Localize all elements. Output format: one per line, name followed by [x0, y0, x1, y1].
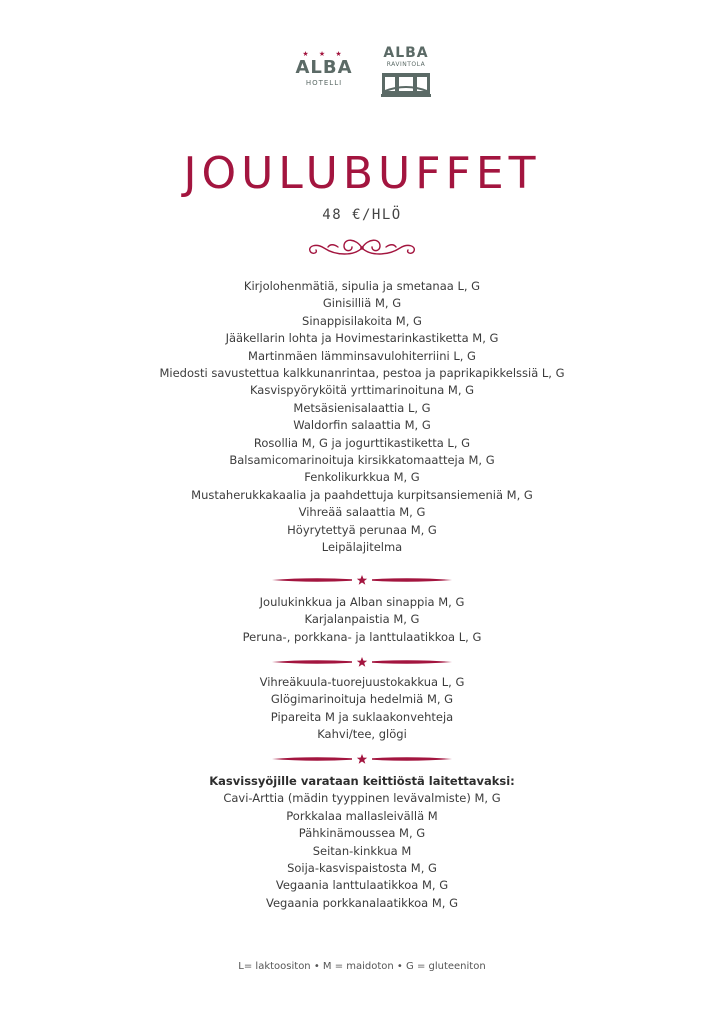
menu-item: Glögimarinoituja hedelmiä M, G [270, 692, 454, 707]
logo-bar [0, 46, 724, 102]
menu-item: Soija-kasvispaistosta M, G [287, 861, 437, 876]
star-divider-icon [270, 753, 454, 765]
page-title: JOULUBUFFET [183, 148, 541, 199]
menu-item: Miedosti savustettua kalkkunanrintaa, pestoa ja paprikapikkelssiä L, G [159, 366, 565, 381]
menu-item: Peruna-, porkkana- ja lanttulaatikkoa L, G [242, 629, 482, 644]
star-divider-icon [270, 574, 454, 586]
menu-item: Joulukinkkua ja Alban sinappia M, G [259, 595, 465, 609]
menu-item: Leipälajitelma [321, 540, 403, 555]
flourish-ornament-icon [300, 234, 424, 262]
menu-item: Waldorfin salaattia M, G [293, 418, 431, 433]
restaurant-building-icon [381, 71, 431, 97]
menu-item: Vihreää salaattia M, G [298, 505, 426, 520]
hotel-logo-subtitle: HOTELLI [305, 79, 343, 87]
menu-item: Kahvi/tee, glögi [317, 727, 407, 742]
restaurant-logo-subtitle: RAVINTOLA [386, 61, 426, 68]
menu-item: Metsäsienisalaattia L, G [293, 400, 431, 415]
menu-item: Cavi-Arttia (mädin tyyppinen levävalmiste) M, G [223, 791, 501, 806]
menu-item: Martinmäen lämminsavulohiterriini L, G [248, 348, 476, 363]
diet-legend: L= laktoositon • M = maidoton • G = gluteeniton [238, 961, 486, 972]
alba-hotelli-logo [292, 50, 356, 100]
menu-item: Ginisilliä M, G [322, 296, 402, 311]
vegan-section-heading: Kasvissyöjille varataan keittiöstä laitettavaksi: [209, 774, 515, 788]
price-per-person: 48 €/HLÖ [322, 207, 402, 223]
restaurant-logo-name: ALBA [383, 45, 429, 61]
starters-list [0, 278, 724, 557]
hotel-logo-name: ALBA [295, 57, 353, 78]
menu-item: Mustaherukkakaalia ja paahdettuja kurpitsansiemeniä M, G [191, 487, 533, 502]
menu-item: Balsamicomarinoituja kirsikkatomaatteja M, G [229, 453, 495, 468]
menu-item: Kirjolohenmätiä, sipulia ja smetanaa L, G [243, 279, 481, 293]
star-divider-icon [270, 656, 454, 668]
menu-item: Karjalanpaistia M, G [304, 612, 420, 627]
desserts-list [0, 674, 724, 744]
menu-item: Pipareita M ja suklaakonvehteja [270, 709, 454, 724]
menu-item: Porkkalaa mallasleivällä M [286, 808, 438, 823]
menu-item: Jääkellarin lohta ja Hovimestarinkastiketta M, G [225, 331, 499, 346]
menu-item: Sinappisilakoita M, G [302, 313, 422, 328]
menu-item: Vihreäkuula-tuorejuustokakkua L, G [259, 675, 465, 689]
mains-list [0, 594, 724, 646]
menu-item: Vegaania lanttulaatikkoa M, G [275, 878, 449, 893]
menu-item: Pähkinämoussea M, G [298, 826, 426, 841]
alba-ravintola-logo [379, 46, 433, 102]
menu-item: Rosollia M, G ja jogurttikastiketta L, G [253, 435, 471, 450]
menu-item: Fenkolikurkkua M, G [304, 470, 420, 485]
hotel-stars-icon: ★ ★ ★ [302, 50, 346, 58]
vegan-list [0, 773, 724, 912]
menu-item: Kasvispyöryköitä yrttimarinoituna M, G [249, 383, 475, 398]
menu-item: Seitan-kinkkua M [312, 843, 412, 858]
menu-item: Höyrytettyä perunaa M, G [287, 522, 437, 537]
menu-item: Vegaania porkkanalaatikkoa M, G [266, 895, 458, 910]
